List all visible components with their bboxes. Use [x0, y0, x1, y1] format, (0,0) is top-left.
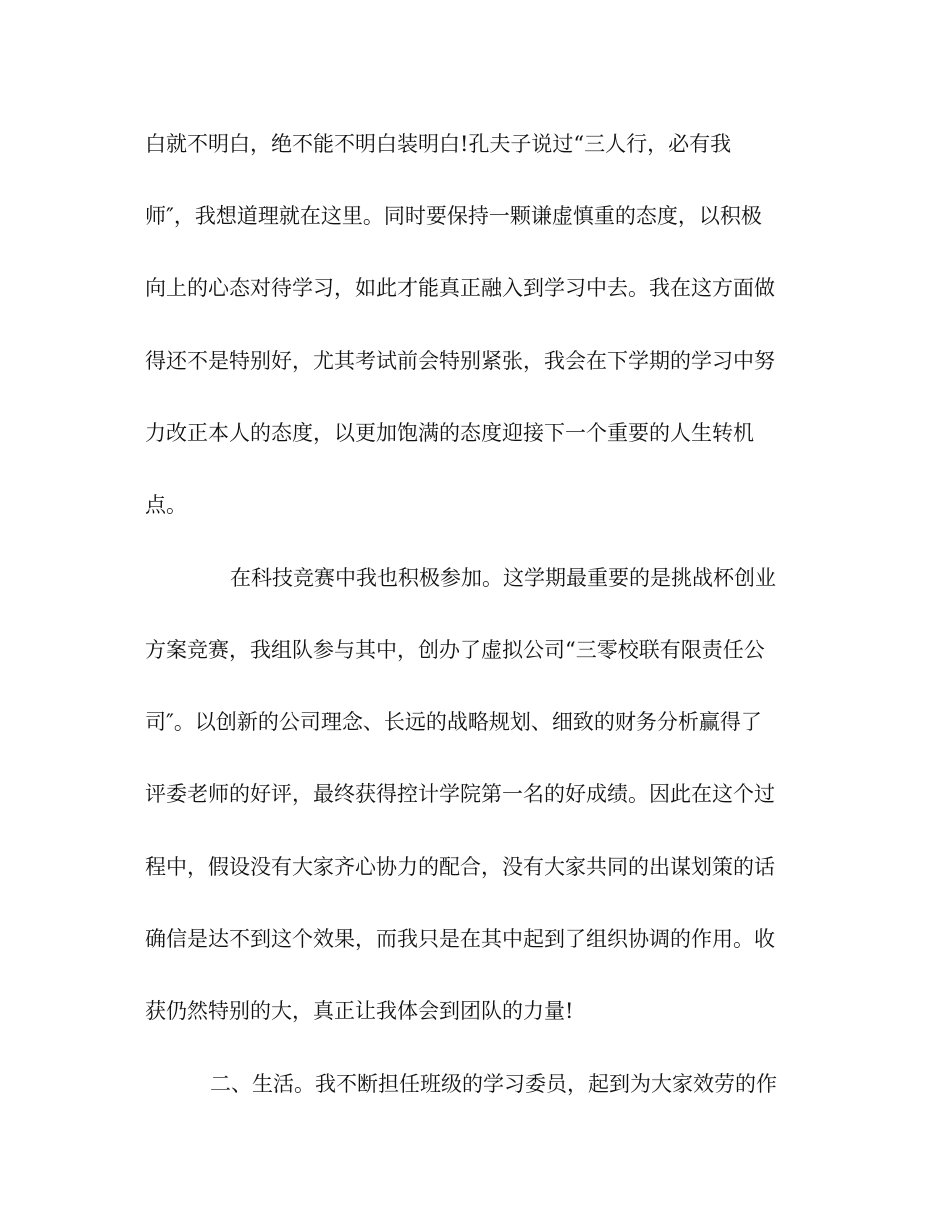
text-line-4: 得还不是特别好，尤其考试前会特别紧张，我会在下学期的学习中努 [145, 349, 775, 373]
text-line-12: 确信是达不到这个效果，而我只是在其中起到了组织协调的作用。收 [145, 927, 775, 951]
text-line-13: 获仍然特别的大，真正让我体会到团队的力量! [145, 999, 574, 1023]
text-line-9: 司″。以创新的公司理念、长远的战略规划、细致的财务分析赢得了 [145, 710, 762, 734]
text-line-14: 二、生活。我不断担任班级的学习委员，起到为大家效劳的作 [210, 1072, 777, 1096]
text-line-5: 力改正本人的态度，以更加饱满的态度迎接下一个重要的人生转机 [145, 421, 754, 445]
text-line-2: 师″，我想道理就在这里。同时要保持一颗谦虚慎重的态度，以积极 [145, 204, 762, 228]
text-line-7: 在科技竞赛中我也积极参加。这学期最重要的是挑战杯创业 [230, 566, 776, 590]
text-line-11: 程中，假设没有大家齐心协力的配合，没有大家共同的出谋划策的话 [145, 855, 775, 879]
text-line-8: 方案竞赛，我组队参与其中，创办了虚拟公司“三零校联有限责任公 [145, 638, 765, 662]
text-line-6: 点。 [145, 493, 187, 517]
text-line-3: 向上的心态对待学习，如此才能真正融入到学习中去。我在这方面做 [145, 276, 775, 300]
text-line-1: 白就不明白，绝不能不明白装明白!孔夫子说过“三人行，必有我 [145, 132, 732, 156]
text-line-10: 评委老师的好评，最终获得控计学院第一名的好成绩。因此在这个过 [145, 782, 775, 806]
